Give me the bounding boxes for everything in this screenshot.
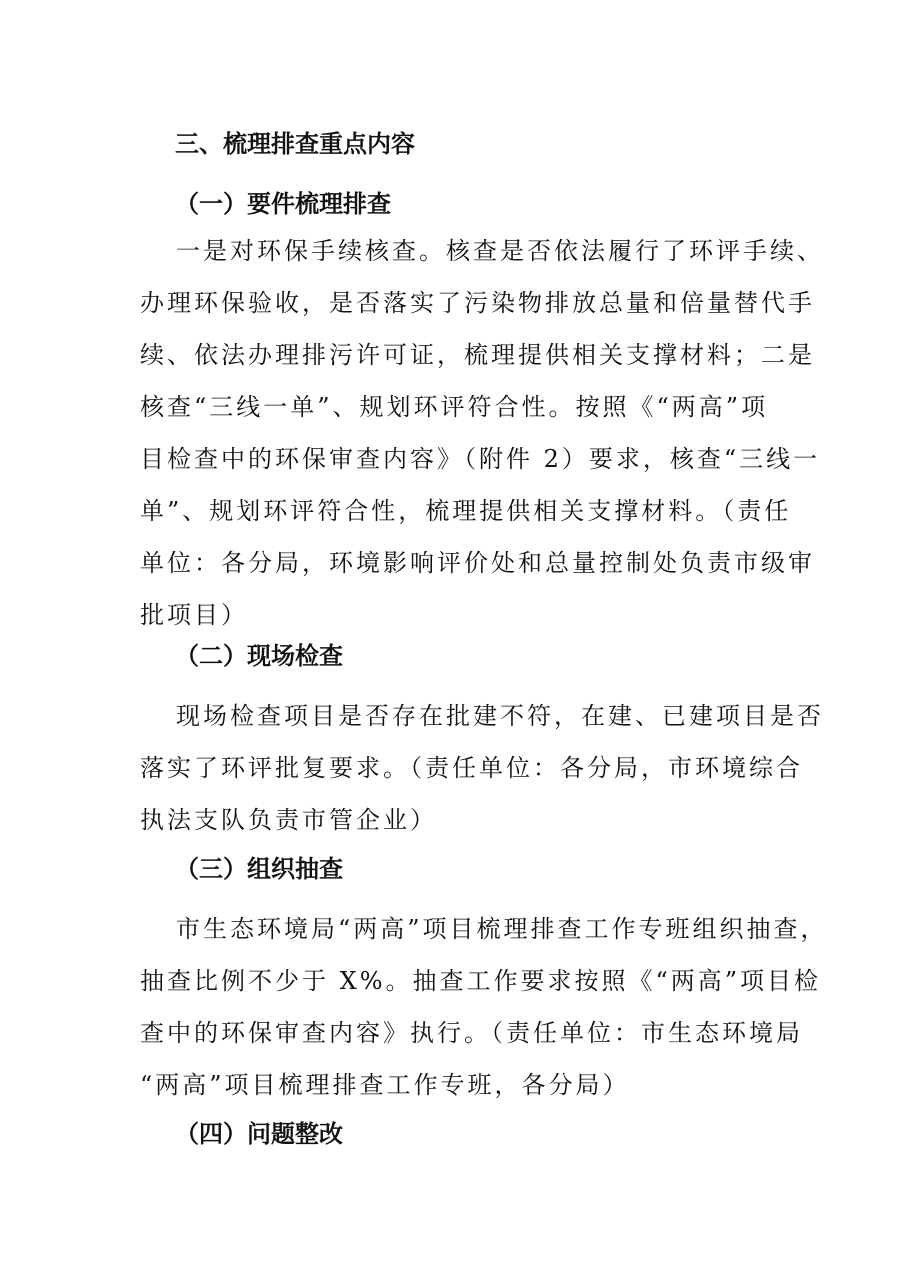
- paragraph-line: 办理环保验收，是否落实了污染物排放总量和倍量替代手: [140, 289, 815, 317]
- paragraph-line: 抽查比例不少于 X%。抽查工作要求按照《“两高”项目检: [140, 967, 822, 995]
- paragraph-line: 目检查中的环保审查内容》（附件 2）要求，核查“三线一: [140, 445, 821, 473]
- subsection-heading-4: （四）问题整改: [175, 1120, 343, 1148]
- paragraph-line: 落实了环评批复要求。（责任单位：各分局，市环境综合: [140, 754, 803, 782]
- paragraph-line: 现场检查项目是否存在批建不符，在建、已建项目是否: [176, 702, 824, 730]
- paragraph-1: [140, 225, 824, 641]
- paragraph-line: 查中的环保审查内容》执行。（责任单位：市生态环境局: [140, 1019, 803, 1047]
- paragraph-line: 一是对环保手续核查。核查是否依法履行了环评手续、: [176, 237, 824, 265]
- paragraph-line: “两高”项目梳理排查工作专班，各分局）: [140, 1071, 630, 1099]
- paragraph-2: [140, 690, 824, 846]
- paragraph-line: 续、依法办理排污许可证，梳理提供相关支撑材料；二是: [140, 341, 815, 369]
- paragraph-line: 单位：各分局，环境影响评价处和总量控制处负责市级审: [140, 549, 815, 577]
- paragraph-line: 核查“三线一单”、规划环评符合性。按照《“两高”项: [140, 393, 769, 421]
- paragraph-line: 执法支队负责市管企业）: [140, 806, 437, 834]
- paragraph-line: 单”、规划环评符合性，梳理提供相关支撑材料。（责任: [140, 497, 792, 525]
- paragraph-3: [140, 903, 828, 1111]
- paragraph-line: 市生态环境局“两高”项目梳理排查工作专班组织抽查，: [176, 915, 828, 943]
- paragraph-line: 批项目）: [140, 601, 248, 629]
- subsection-heading-1: （一）要件梳理排查: [175, 190, 391, 218]
- subsection-heading-3: （三）组织抽查: [175, 855, 343, 883]
- subsection-heading-2: （二）现场检查: [175, 642, 343, 670]
- section-title: 三、梳理排查重点内容: [175, 130, 415, 158]
